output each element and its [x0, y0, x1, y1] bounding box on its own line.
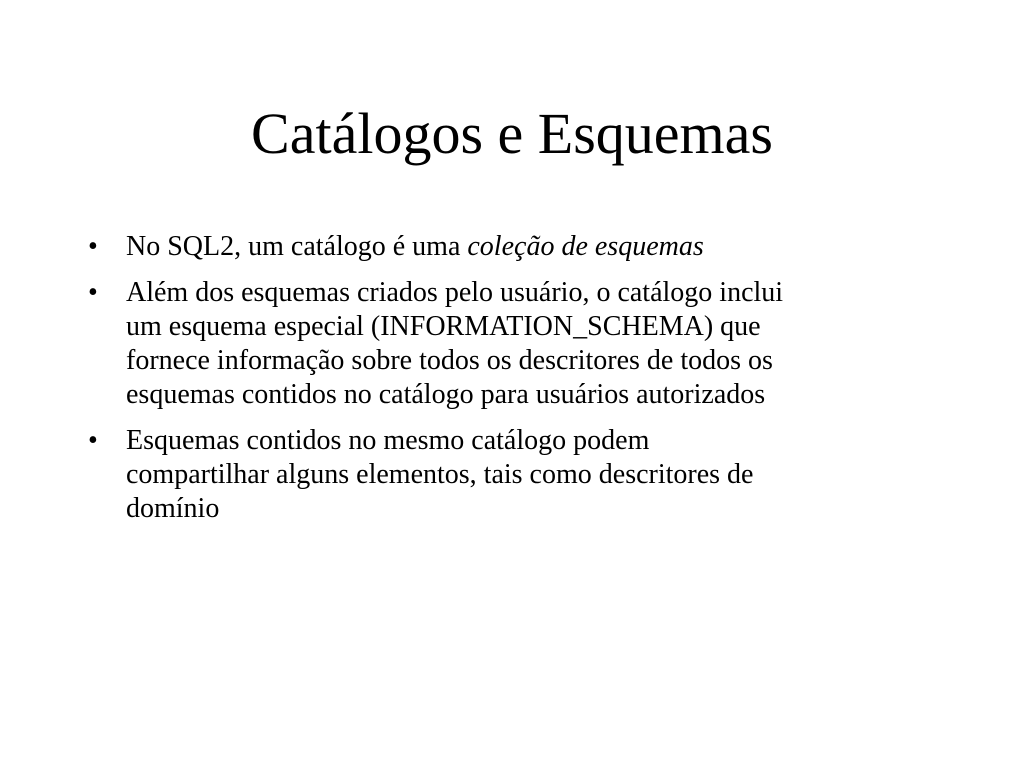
bullet-line: Além dos esquemas criados pelo usuário, o catálogo inclui [126, 277, 784, 308]
bullet-item-2 [88, 276, 946, 412]
bullet-list [88, 230, 946, 538]
bullet-icon: • [88, 277, 98, 308]
bullet-icon: • [88, 425, 98, 456]
bullet-icon: • [88, 231, 98, 262]
bullet-line: Esquemas contidos no mesmo catálogo podem [126, 425, 650, 456]
bullet-line: um esquema especial (INFORMATION_SCHEMA) que [126, 311, 761, 342]
bullet-line [126, 230, 946, 264]
slide-title: Catálogos e Esquemas [251, 101, 773, 166]
bullet-line: domínio [126, 493, 220, 524]
bullet-text: No SQL2, um catálogo é uma [126, 231, 468, 262]
bullet-item-1 [88, 230, 946, 264]
bullet-line: esquemas contidos no catálogo para usuários autorizados [126, 379, 766, 410]
bullet-emphasis: coleção de esquemas [467, 231, 704, 262]
bullet-line: fornece informação sobre todos os descritores de todos os [126, 345, 773, 376]
bullet-line: compartilhar alguns elementos, tais como descritores de [126, 459, 754, 490]
bullet-item-3 [88, 424, 946, 526]
